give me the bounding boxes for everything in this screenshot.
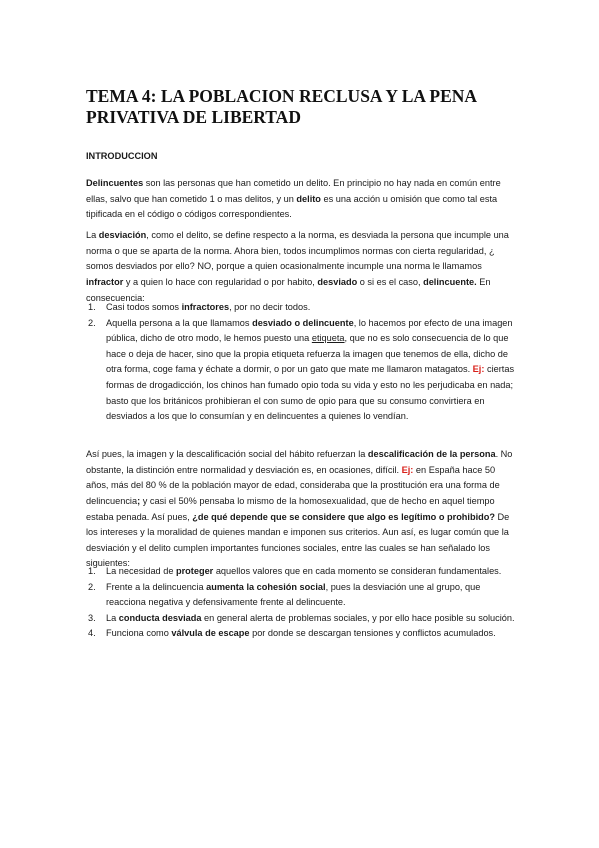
text-run: Aquella persona a la que llamamos [106, 317, 253, 328]
example-label: Ej: [401, 464, 414, 475]
text-run: La necesidad de [106, 566, 176, 576]
text-run: Así pues, la imagen y la descalificación social del hábito refuerzan la [86, 449, 368, 460]
term-descalificacion: descalificación de la persona [367, 449, 496, 460]
text-run: , pues la desviación une al grupo, que reacciona negativa y defensivamente frente al delincuente. [106, 581, 481, 608]
text-run: por donde se descargan tensiones y conflictos acumulados. [249, 628, 496, 639]
list-item [86, 580, 516, 611]
term-desviacion: desviación [98, 230, 147, 241]
term-delincuente: delincuente. [423, 276, 477, 287]
text-run: . No obstante, la distinción entre normalidad y desviación es, en ocasiones, difícil. [86, 449, 513, 475]
term-infractores: infractores [181, 302, 230, 312]
term-etiqueta: etiqueta [311, 333, 345, 344]
list-item [86, 626, 516, 642]
term-desviado-delincuente: desviado o delincuente [252, 317, 354, 328]
paragraph-desviacion [86, 228, 516, 306]
paragraph-delincuentes [86, 176, 516, 223]
text-run: Frente a la delincuencia [106, 581, 207, 592]
list-item [86, 300, 516, 316]
term-infractor: infractor [86, 276, 124, 287]
text-run: En consecuencia: [86, 276, 491, 303]
text-run: De los intereses y la moralidad de quienes mandan e imponen sus criterios. Aun así, es lugar común que la desviación y el delito cumplen importantes funciones sociales, entre las cuales se han señalado los siguientes: [86, 511, 510, 569]
list-number: 2. [88, 581, 96, 592]
text-run: aquellos valores que en cada momento se consideran fundamentales. [213, 566, 502, 576]
term-cohesion-social: aumenta la cohesión social [206, 581, 326, 592]
term-valvula-escape: válvula de escape [171, 628, 250, 639]
list-number: 3. [88, 612, 96, 623]
text-run: La [106, 612, 119, 623]
list-number: 2. [88, 317, 96, 328]
list-item [86, 316, 516, 425]
text-run: en España hace 50 años, más del 80 % de la población mayor de edad, consideraba que la prostitución era una forma de delincuencia [86, 464, 500, 506]
text-run: , lo hacemos por efecto de una imagen pública, dicho de otro modo, le hemos puesto una [106, 317, 513, 344]
term-desviado: desviado [317, 276, 358, 287]
section-heading: INTRODUCCION [86, 151, 158, 161]
text-run: Funciona como [106, 628, 172, 639]
question-legitimo: ¿de qué depende que se considere que algo es legítimo o prohibido? [192, 511, 495, 522]
list-item [86, 564, 516, 580]
text-run: La [86, 230, 99, 241]
list-number: 1. [88, 566, 96, 576]
bold-semicolon: ; [137, 495, 141, 506]
term-delincuentes: Delincuentes [86, 178, 144, 189]
document-title: TEMA 4: LA POBLACION RECLUSA Y LA PENA PRIVATIVA DE LIBERTAD [86, 86, 477, 127]
list-number: 1. [88, 302, 96, 312]
list-number: 4. [88, 628, 96, 639]
list-item [86, 611, 516, 627]
term-delito: delito [296, 193, 321, 204]
term-proteger: proteger [175, 566, 214, 576]
text-run: o si es el caso, [357, 276, 424, 287]
text-run: es una acción u omisión que como tal esta tipificada en el código o códigos correspondientes. [86, 193, 498, 220]
text-run: son las personas que han cometido un delito. En principio no hay nada en común entre ellas, salvo que han cometido 1 o mas delitos, y un [86, 178, 501, 204]
example-label: Ej: [472, 364, 485, 375]
text-run: ciertas formas de drogadicción, los chinos han fumado opio toda su vida y esto no les perjudicaba en nada; basto que los británicos prohibieran el con sumo de opio para que su consumo convirtiera en desviados a los que lo consumían y en delincuentes a quienes lo vendían. [106, 364, 515, 422]
text-run: , por no decir todos. [229, 302, 311, 312]
text-run: y casi el 50% pensaba lo mismo de la homosexualidad, que de hecho en aquel tiempo estaba penada. Así pues, [86, 495, 495, 522]
numbered-list-consecuencias [86, 300, 516, 425]
text-run: en general alerta de problemas sociales, y por ello hace posible su solución. [201, 612, 515, 623]
text-run: Casi todos somos [106, 302, 182, 312]
numbered-list-funciones [86, 564, 516, 642]
text-run: , como el delito, se define respecto a la norma, es desviada la persona que incumple una norma o que se aparta de la norma. Ahora bien, todos incumplimos normas con cierta regularidad, ¿ somos desviados por ello? NO, porque a quien ocasionalmente incumple una norma le llamamos [86, 230, 509, 272]
text-run: , que no es solo consecuencia de lo que hace o deja de hacer, sino que la propia etiqueta refuerza la imagen que tenemos de ella, dicho de otra forma, coge fama y échate a dormir, o por un gato que mate me llamaron matagatos. [106, 333, 509, 375]
text-run: y a quien lo hace con regularidad o por habito, [123, 276, 318, 287]
paragraph-descalificacion [86, 447, 516, 572]
term-conducta-desviada: conducta desviada [118, 612, 202, 623]
